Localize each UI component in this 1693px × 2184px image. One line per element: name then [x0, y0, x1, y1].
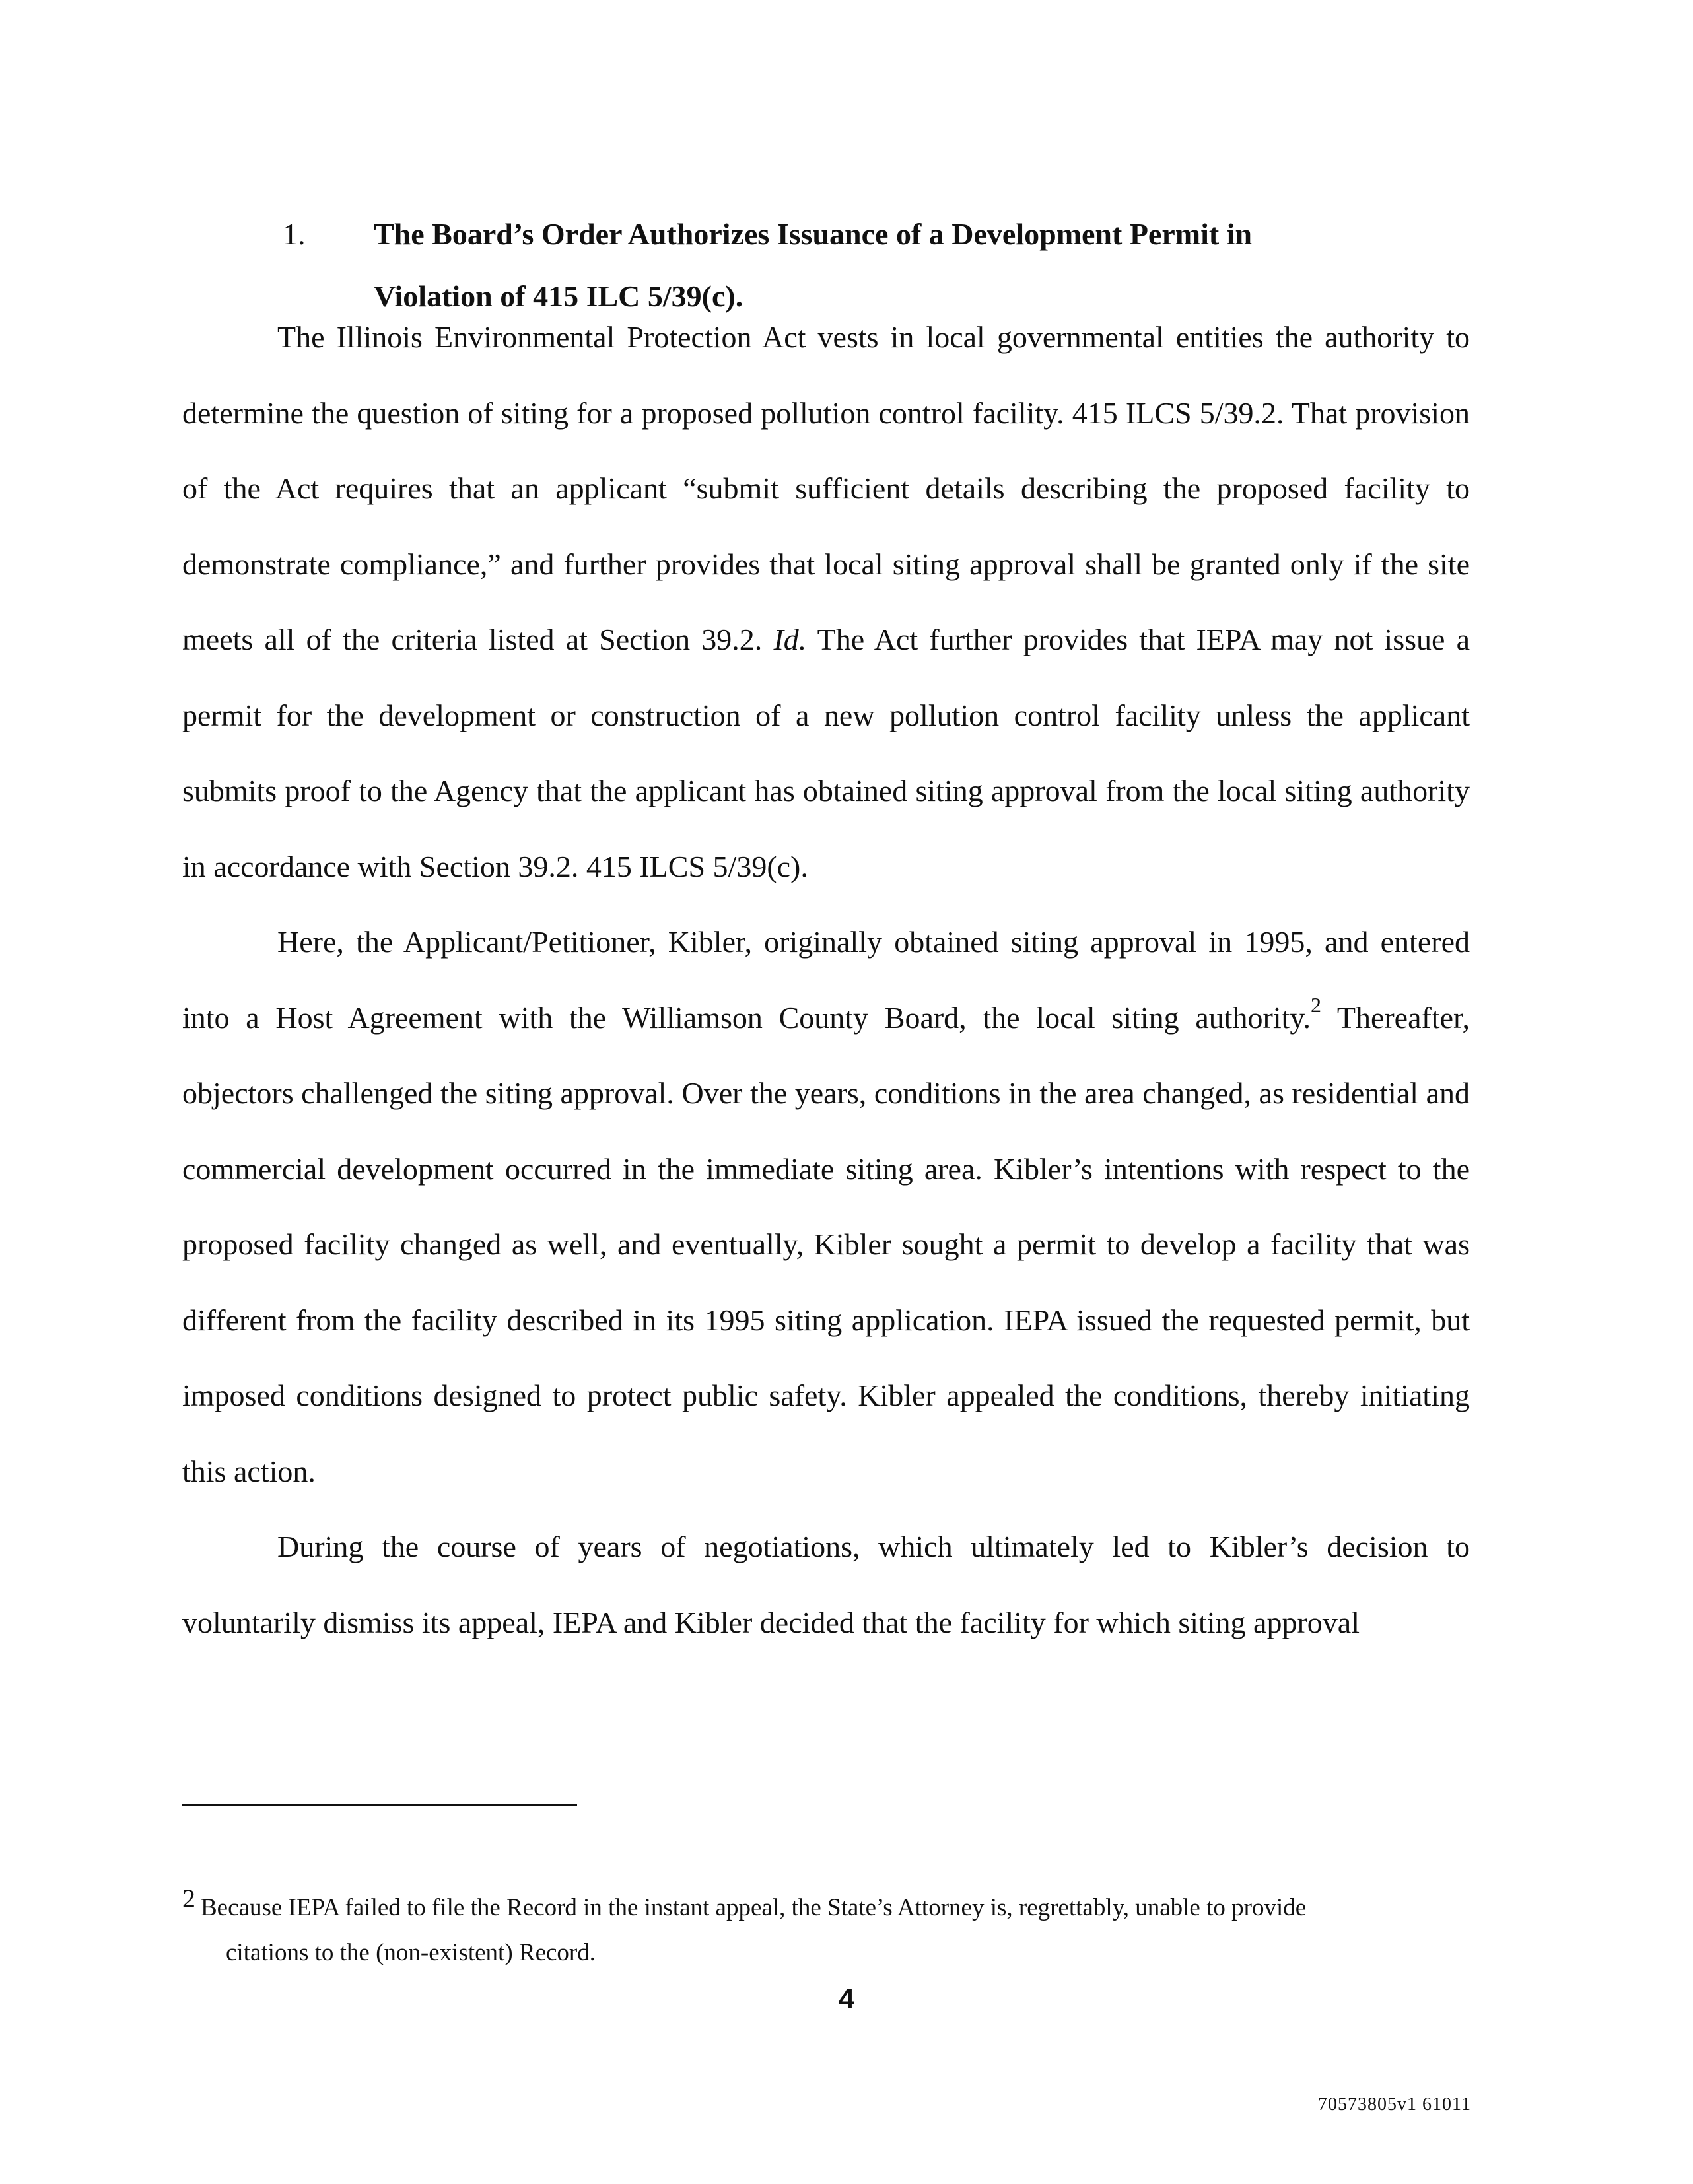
paragraph-2-text-a: Here, the Applicant/Petitioner, Kibler, originally obtained siting approval in 1995, and entered into a Host Agreement with the Williamson County Board, the local siting authority.	[182, 925, 1470, 1035]
paragraph-3-text: During the course of years of negotiations, which ultimately led to Kibler’s decision to voluntarily dismiss its appeal, IEPA and Kibler decided that the facility for which siting approval	[182, 1530, 1470, 1639]
paragraph-1	[182, 300, 1470, 904]
section-number: 1.	[283, 217, 306, 251]
footnote	[182, 1876, 1470, 1975]
section-heading-line-1: The Board’s Order Authorizes Issuance of a Development Permit in	[374, 217, 1253, 251]
footnote-line-1: Because IEPA failed to file the Record in the instant appeal, the State’s Attorney is, regrettably, unable to provide	[201, 1894, 1307, 1921]
paragraph-1-text: The Illinois Environmental Protection Act vests in local governmental entities the authority to determine the question of siting for a proposed pollution control facility. 415 ILCS 5/39.2. That provision of the Act requires that an applicant “submit sufficient details describing the proposed facility to demonstrate compliance,” and further provides that local siting approval shall be granted only if the site meets all of the criteria listed at Section 39.2.	[182, 320, 1470, 656]
paragraph-2	[182, 904, 1470, 1509]
id-citation: Id.	[773, 623, 807, 656]
page-number: 4	[838, 1983, 855, 2015]
footnote-marker: 2	[182, 1884, 195, 1913]
footnote-line-2: citations to the (non-existent) Record.	[226, 1939, 596, 1966]
footnote-divider	[182, 1804, 577, 1806]
body-text	[182, 300, 1470, 1660]
section-heading-line-2: Violation of 415 ILC 5/39(c).	[374, 279, 743, 313]
paragraph-2-text-b: Thereafter, objectors challenged the siting approval. Over the years, conditions in the area changed, as residential and commercial development occurred in the immediate siting area. Kibler’s intentions with respect to the proposed facility changed as well, and eventually, Kibler sought a permit to develop a facility that was different from the facility described in its 1995 siting application. IEPA issued the requested permit, but imposed conditions designed to protect public safety. Kibler appealed the conditions, thereby initiating this action.	[182, 1000, 1470, 1488]
paragraph-3	[182, 1509, 1470, 1660]
footnote-reference: 2	[1310, 992, 1321, 1017]
document-id: 70573805v1 61011	[1318, 2094, 1471, 2115]
paragraph-1-rest: The Act further provides that IEPA may not issue a permit for the development or construction of a new pollution control facility unless the applicant submits proof to the Agency that the applicant has obtained siting approval from the local siting authority in accordance with Section 39.2. 415 ILCS 5/39(c).	[182, 623, 1470, 883]
